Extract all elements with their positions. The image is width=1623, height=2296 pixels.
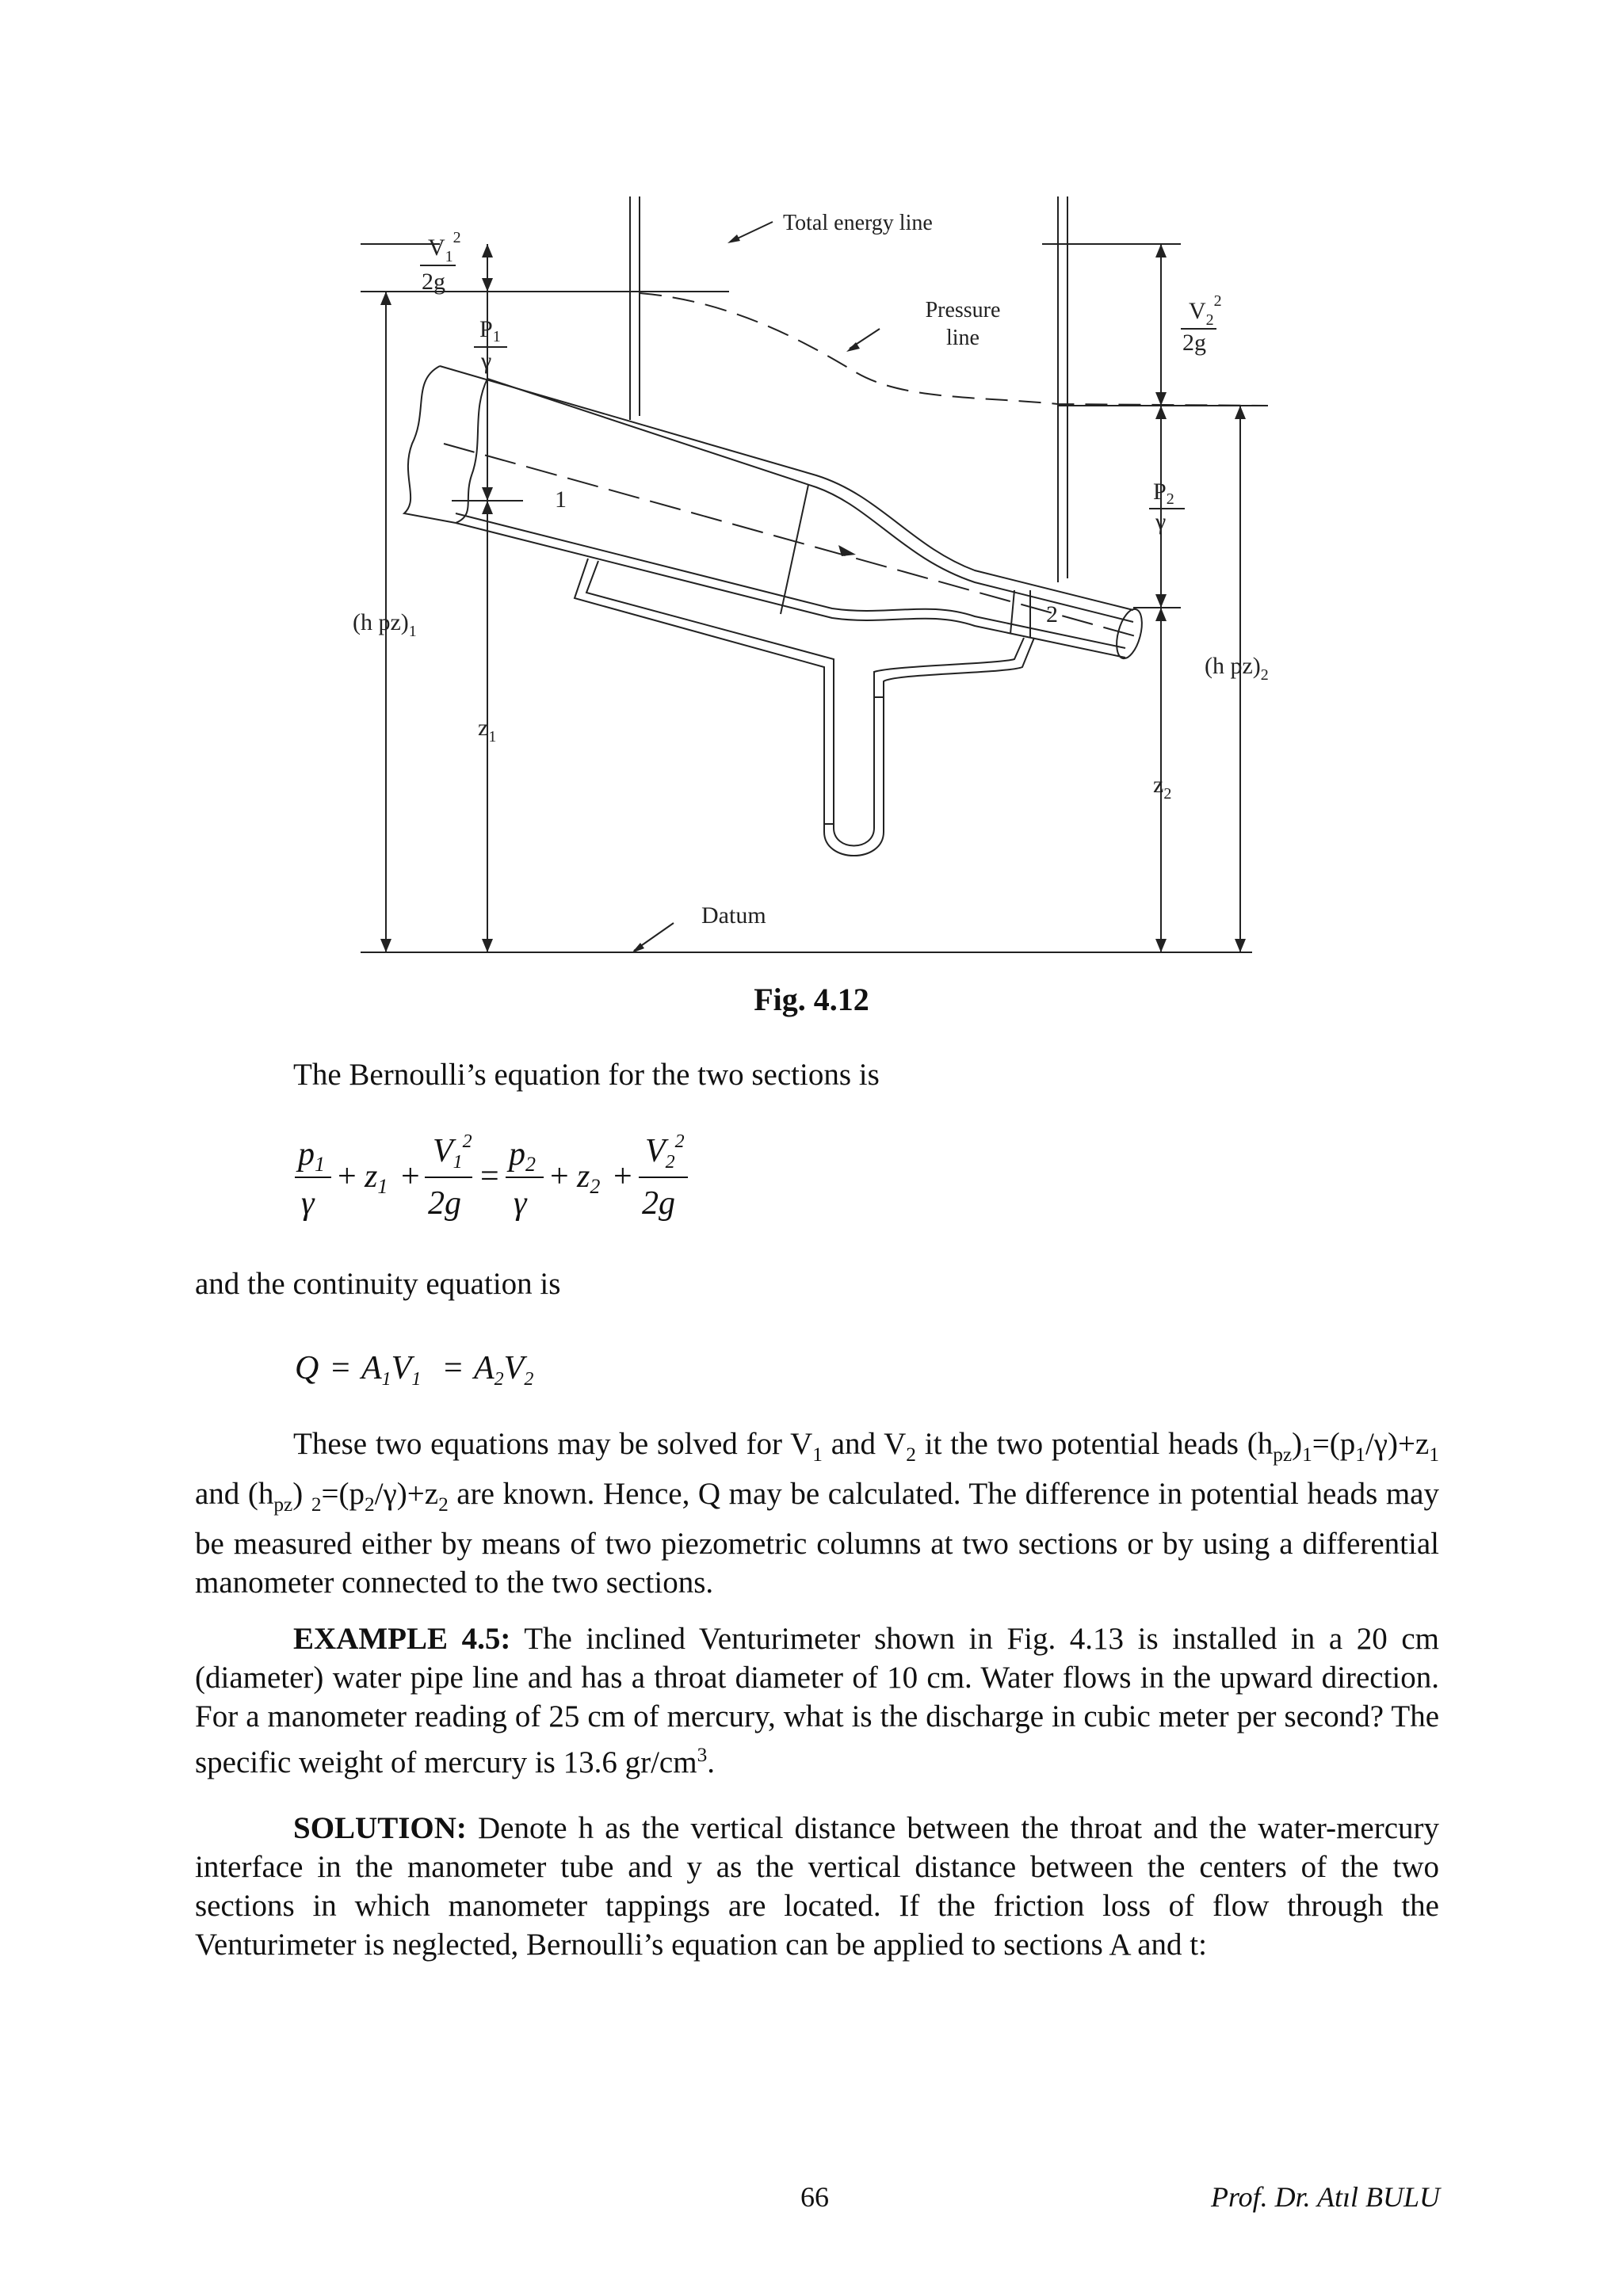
p1-gamma: γ bbox=[481, 348, 492, 374]
svg-text:+: + bbox=[613, 1158, 632, 1195]
svg-text:+: + bbox=[401, 1158, 420, 1195]
pressure-line-label-2: line bbox=[946, 326, 980, 350]
section-1-label: 1 bbox=[555, 486, 567, 513]
svg-text:V22: $V2^2$ bbox=[645, 1131, 685, 1173]
p2-gamma: γ bbox=[1155, 509, 1167, 535]
datum-label: Datum bbox=[701, 902, 766, 929]
svg-text:2g: 2g bbox=[428, 1185, 461, 1222]
v1-label: $V_1^2$ bbox=[428, 229, 461, 265]
pipe-top-outer bbox=[440, 366, 1133, 610]
svg-text:=: = bbox=[480, 1158, 499, 1195]
svg-text:=: = bbox=[331, 1350, 350, 1386]
v2-denominator: 2g bbox=[1182, 330, 1206, 356]
venturimeter-figure bbox=[0, 0, 1623, 982]
svg-text:γ: γ bbox=[514, 1185, 527, 1222]
z1-label: $z_1$ bbox=[478, 715, 497, 746]
svg-text:+: + bbox=[338, 1158, 357, 1195]
example-label: EXAMPLE 4.5: bbox=[293, 1622, 511, 1656]
p2-label: $P_2$ bbox=[1153, 479, 1174, 508]
author-footer: Prof. Dr. Atıl BULU bbox=[1211, 2181, 1441, 2213]
svg-text:p1: p1 bbox=[298, 1136, 325, 1176]
z2-label: $z_2$ bbox=[1153, 772, 1172, 803]
svg-text:A1V1: A1V1 bbox=[361, 1350, 422, 1390]
page-number: 66 bbox=[800, 2181, 829, 2213]
svg-text:z2: z2 bbox=[577, 1158, 601, 1198]
svg-text:γ: γ bbox=[301, 1185, 315, 1222]
section-2-label: 2 bbox=[1046, 601, 1058, 627]
pipe-bottom-outer bbox=[456, 523, 1125, 658]
paragraph-bernoulli-intro: The Bernoulli’s equation for the two sections is bbox=[293, 1058, 880, 1092]
figure-caption: Fig. 4.12 bbox=[754, 982, 869, 1017]
hpz2-label: (h $pz)_2$ bbox=[1205, 653, 1269, 684]
svg-text:A2V2: A2V2 bbox=[474, 1350, 534, 1390]
solution-label: SOLUTION: bbox=[293, 1811, 467, 1845]
continuity-equation bbox=[293, 1339, 563, 1394]
paragraph-continuity-intro: and the continuity equation is bbox=[195, 1267, 561, 1301]
example-4-5: EXAMPLE 4.5: The inclined Venturimeter shown in Fig. 4.13 is installed in a 20 cm (diameter) water pipe line and has a throat diameter of 10 cm. Water flows in the upward direction. For a manometer reading of 25 cm of mercury, what is the discharge in cubic meter per second? The specific weight of mercury is 13.6 $gr/cm^3$. bbox=[195, 1622, 1439, 1779]
svg-text:V12: $V1^2$ bbox=[433, 1131, 472, 1173]
solution-paragraph: SOLUTION: Denote h as the vertical distance between the throat and the water-mercury interface in the manometer tube and y as the vertical distance between the centers of the two sections in which manometer tappings are located. If the friction loss of flow through the Venturimeter is neglected, Bernoulli’s equation can be applied to sections A and t: bbox=[195, 1811, 1439, 1962]
svg-text:Q: Q bbox=[295, 1350, 319, 1386]
total-energy-line-label: Total energy line bbox=[783, 211, 933, 235]
v2-label: $V_2^2$ bbox=[1189, 292, 1222, 329]
svg-text:p2: p2 bbox=[509, 1136, 536, 1176]
svg-text:2g: 2g bbox=[642, 1185, 675, 1222]
pressure-line-label: Pressure bbox=[925, 298, 1001, 322]
svg-text:=: = bbox=[444, 1350, 463, 1386]
manometer-inner bbox=[586, 561, 1024, 846]
v1-denominator: 2g bbox=[422, 269, 445, 295]
paragraph-potential-heads: These two equations may be solved for $V_1$ and $V_2$ it the two potential heads $(h_{pz})_1=(p_1/\gamma)+z_1$ and $(h_{pz})$ $_2=(p_2/\gamma)+z_2$ are known. Hence, Q may be calculated. The difference in potential heads may be measured either by means of two piezometric columns at two sections or by using a differential manometer connected to the two sections. bbox=[195, 1427, 1439, 1600]
manometer-outer bbox=[575, 559, 1034, 856]
svg-text:z1: z1 bbox=[365, 1158, 388, 1198]
hpz1-label: (h $pz)_1$ bbox=[353, 609, 417, 640]
bernoulli-equation bbox=[293, 1125, 705, 1236]
p1-label: $P_1$ bbox=[479, 316, 501, 345]
svg-text:+: + bbox=[550, 1158, 569, 1195]
